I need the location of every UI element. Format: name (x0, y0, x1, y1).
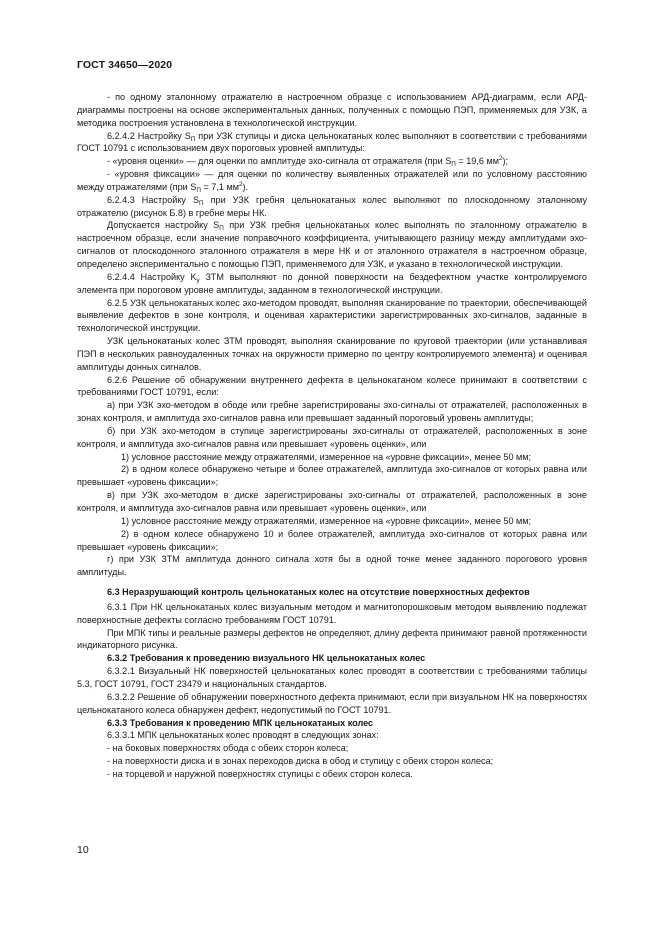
paragraph: 6.2.5 УЗК цельнокатаных колес эхо-методом проводят, выполняя сканирование по траектории, обеспечивающей выявление дефектов в зоне контроля, и оценивая характеристики зарегистрированных эхо-сигналов, заданные в технологической инструкции. (77, 297, 587, 334)
paragraph: 6.3.2.2 Решение об обнаружении поверхностного дефекта принимают, если при визуальном НК на поверхностях цельнокатаного колеса обнаружен дефект, недопустимый по ГОСТ 10791. (77, 691, 587, 715)
sub-list-item: 1) условное расстояние между отражателями, измеренное на «уровне фиксации», менее 50 мм; (121, 515, 532, 526)
paragraph: 6.3.3.1 МПК цельнокатаных колес проводят в следующих зонах: (107, 730, 379, 741)
paragraph: 6.2.4.4 Настройку $K_у$ ЗТМ выполняют по донной поверхности на бездефектном участке контролируемого элемента при пороговом уровне амплитуды, заданном в технологической инструкции. (77, 271, 587, 295)
paragraph: - по одному эталонному отражателю в настроечном образце с использованием АРД-диаграмм, если АРД-диаграммы построены на основе экспериментальных данных, полученных с помощью ПЭП, применяемых для УЗК, а методика построения установлена в технологической инструкции. (77, 92, 587, 128)
standard-header: ГОСТ 34650—2020 (77, 59, 173, 71)
paragraph: 6.2.4.2 Настройку $S_П$ при УЗК ступицы и диска цельнокатаных колес выполняют в соответствии с требованиями ГОСТ 10791 с использованием двух пороговых уровней амплитуды: (77, 130, 587, 154)
section-heading: 6.3 Неразрушающий контроль цельнокатаных колес на отсутствие поверхностных дефектов (107, 587, 530, 598)
sub-list-item: 2) в одном колесе обнаружено 10 и более отражателей, амплитуда эхо-сигналов от которых равна или превышает «уровень фиксации»; (77, 528, 587, 552)
sub-list-item: 1) условное расстояние между отражателями, измеренное на «уровне фиксации», менее 50 мм; (121, 451, 532, 462)
page-number: 10 (77, 844, 89, 856)
sub-list-item: 2) в одном колесе обнаружено четыре и более отражателей, амплитуда эхо-сигналов от которых равна или превышает «уровень фиксации»; (77, 464, 587, 488)
paragraph: 6.3.1 При НК цельнокатаных колес визуальным методом и магнитопорошковым методом выявлению подлежат поверхностные дефекты согласно требованиям ГОСТ 10791. (77, 601, 587, 625)
paragraph: Допускается настройку $S_П$ при УЗК гребня цельнокатаных колес выполнять по эталонному отражателю в настроечном образце, если значение поправочного коэффициента, учитывающего разницу между амплитудами эхо-сигналов от плоскодонного эталонного отражателя в мере НК и от эталонного отражателя в настроечном образце, определено экспериментально с помощью ПЭП, применяемого для УЗК, и указано в технологической инструкции. (77, 220, 587, 269)
list-item: б) при УЗК эхо-методом в ступице зарегистрированы эхо-сигналы от отражателей, расположенных в зоне контроля, и амплитуда эхо-сигналов равна или превышает «уровень оценки», или (77, 425, 587, 449)
document-body (77, 91, 587, 781)
list-item: а) при УЗК эхо-методом в ободе или гребне зарегистрированы эхо-сигналы от отражателей, расположенных в зонах контроля, и амплитуда эхо-сигналов равна или превышает заданный пороговый уровень амплитуды; (77, 400, 587, 424)
paragraph: УЗК цельнокатаных колес ЗТМ проводят, выполняя сканирование по круговой траектории (или устанавливая ПЭП в нескольких равноудаленных точках на окружности примерно по центру контролируемого элемента) и оценивая амплитуды донных сигналов. (77, 336, 587, 372)
list-item: - на торцевой и наружной поверхностях ступицы с обеих сторон колеса. (107, 768, 413, 779)
list-item: г) при УЗК ЗТМ амплитуда донного сигнала хотя бы в одной точке менее заданного порогового уровня амплитуды. (77, 554, 587, 578)
list-item: - на поверхности диска и в зонах переходов диска в обод и ступицу с обеих сторон колеса; (107, 756, 494, 767)
subsection-heading: 6.3.2 Требования к проведению визуального НК цельнокатаных колес (107, 653, 426, 664)
subsection-heading: 6.3.3 Требования к проведению МПК цельнокатаных колес (107, 717, 374, 728)
paragraph: При МПК типы и реальные размеры дефектов не определяют, длину дефекта принимают равной протяженности индикаторного рисунка. (77, 627, 587, 651)
paragraph: 6.3.2.1 Визуальный НК поверхностей цельнокатаных колес проводят в соответствии с требованиями таблицы 5.3, ГОСТ 10791, ГОСТ 23479 и национальных стандартов. (77, 666, 587, 689)
paragraph: 6.2.4.3 Настройку $S_П$ при УЗК гребня цельнокатаных колес выполняют по плоскодонному эталонному отражателю (рисунок Б.8) в гребне меры НК. (77, 194, 588, 218)
list-item: в) при УЗК эхо-методом в диске зарегистрированы эхо-сигналы от отражателей, расположенных в зоне контроля, и амплитуда эхо-сигналов равна или превышает «уровень оценки», или (77, 490, 587, 513)
list-item: - «уровня оценки» — для оценки по амплитуде эхо-сигнала от отражателя (при $S_П = 19,6$ $мм^2$); (107, 155, 509, 169)
list-item: - на боковых поверхностях обода с обеих сторон колеса; (107, 743, 349, 754)
paragraph: 6.2.6 Решение об обнаружении внутреннего дефекта в цельнокатаном колесе принимают в соответствии с требованиями ГОСТ 10791, если: (77, 374, 587, 398)
list-item: - «уровня фиксации» — для оценки по количеству выявленных отражателей или по условному расстоянию между отражателями (при $S_П = 7,1$ $мм^2$). (77, 169, 587, 194)
